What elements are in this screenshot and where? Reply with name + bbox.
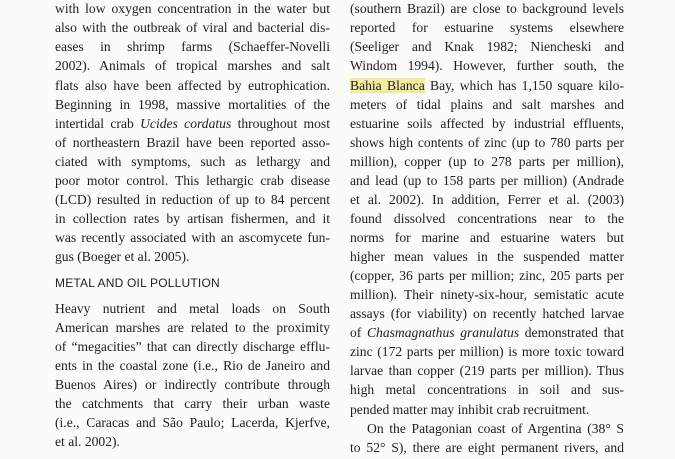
- species-name: Ucides cordatus: [140, 115, 232, 131]
- right-text-line: et al. 2002). In addition, Ferrer et al. (2003): [350, 191, 624, 207]
- left-text-line: et al. 2002).: [55, 434, 120, 450]
- left-text-line: poor motor control. This lethargic crab disease: [55, 172, 330, 188]
- right-text-line: On the Patagonian coast of Argentina (38° S: [367, 420, 624, 436]
- left-text-line: in collection rates by artisan fishermen, and it: [55, 210, 330, 226]
- left-text-line: ents in the coastal zone (i.e., Rio de Janeiro and: [55, 358, 330, 374]
- right-text-line: million). Their ninety-six-hour, semistatic acute: [350, 287, 624, 303]
- left-text-line: ciated with symptoms, such as lethargy and: [55, 153, 330, 169]
- right-text-line: Windom 1994). However, further south, the: [350, 58, 624, 74]
- right-text-line: reported for estuarine systems elsewhere: [350, 20, 624, 36]
- right-text-line: estuarine soils affected by industrial effluents,: [350, 115, 624, 131]
- left-text-line: Buenos Aires) or indirectly contribute through: [55, 377, 330, 393]
- right-text-line: to 52° S), there are eight permanent rivers, and: [350, 439, 624, 455]
- right-text-line: norms for marine and estuarine waters but: [350, 230, 624, 245]
- left-text-line: intertidal crab Ucides cordatus throughout most: [55, 115, 330, 131]
- left-text-line: with low oxygen concentration in the water but: [55, 1, 330, 17]
- right-text-line: and lead (up to 158 parts per million) (Andrade: [350, 172, 624, 188]
- left-text-line: (i.e., Caracas and São Paulo; Lacerda, Kjerfve,: [55, 415, 330, 431]
- right-text-line: of Chasmagnathus granulatus demonstrated that: [350, 325, 624, 341]
- left-text-line: of northeastern Brazil have been reported asso-: [55, 134, 330, 150]
- left-text-line: was recently associated with an ascomycete fun-: [55, 230, 330, 245]
- right-text-line: pended matter may inhibit crab recruitment.: [350, 401, 590, 417]
- left-text-line: eases in shrimp farms (Schaeffer-Novelli: [55, 39, 330, 55]
- right-text-line: (southern Brazil) are close to background levels: [350, 1, 624, 17]
- left-text-line: Heavy nutrient and metal loads on South: [55, 301, 330, 317]
- right-text-line: Bahia Blanca Bay, which has 1,150 square kilo-: [350, 77, 624, 93]
- right-text-line: larvae than copper (219 parts per million). Thus: [350, 363, 624, 379]
- left-text-line: Beginning in 1998, massive mortalities of the: [55, 96, 330, 112]
- right-text-line: found dissolved concentrations near to the: [350, 210, 624, 226]
- left-text-line: also with the outbreak of viral and bacterial dis-: [55, 20, 330, 36]
- left-text-line: of “megacities” that can directly discharge efflu-: [55, 339, 330, 355]
- right-text-line: zinc (172 parts per million) is more toxic toward: [350, 344, 624, 360]
- left-text-line: gus (Boeger et al. 2005).: [55, 249, 190, 265]
- right-text-line: (Seeliger and Knak 1982; Niencheski and: [350, 39, 624, 55]
- highlighted-text: Bahia Blanca: [350, 77, 425, 93]
- left-text-line: (LCD) resulted in reduction of up to 84 percent: [55, 191, 330, 207]
- right-text-line: meters of tidal plains and salt marshes and: [350, 96, 624, 112]
- left-text-line: flats also have been affected by eutrophication.: [55, 77, 330, 93]
- left-text-line: 2002). Animals of tropical marshes and salt: [55, 58, 330, 74]
- right-text-line: higher mean values in the suspended matter: [350, 249, 624, 265]
- right-text-line: million), copper (up to 278 parts per million),: [350, 153, 624, 169]
- right-text-line: assays (for viability) on recently hatched larvae: [350, 306, 624, 322]
- right-text-line: high metal concentrations in soil and sus-: [350, 382, 624, 398]
- species-name: Chasmagnathus granulatus: [366, 325, 520, 341]
- left-text-line: American marshes are related to the proximity: [55, 320, 330, 336]
- left-text-line: the catchments that carry their urban waste: [55, 396, 330, 412]
- right-text-line: (copper, 36 parts per million; zinc, 205 parts per: [350, 268, 624, 284]
- section-heading: METAL AND OIL POLLUTION: [55, 276, 220, 291]
- right-text-line: shows high contents of zinc (up to 780 parts per: [350, 134, 624, 150]
